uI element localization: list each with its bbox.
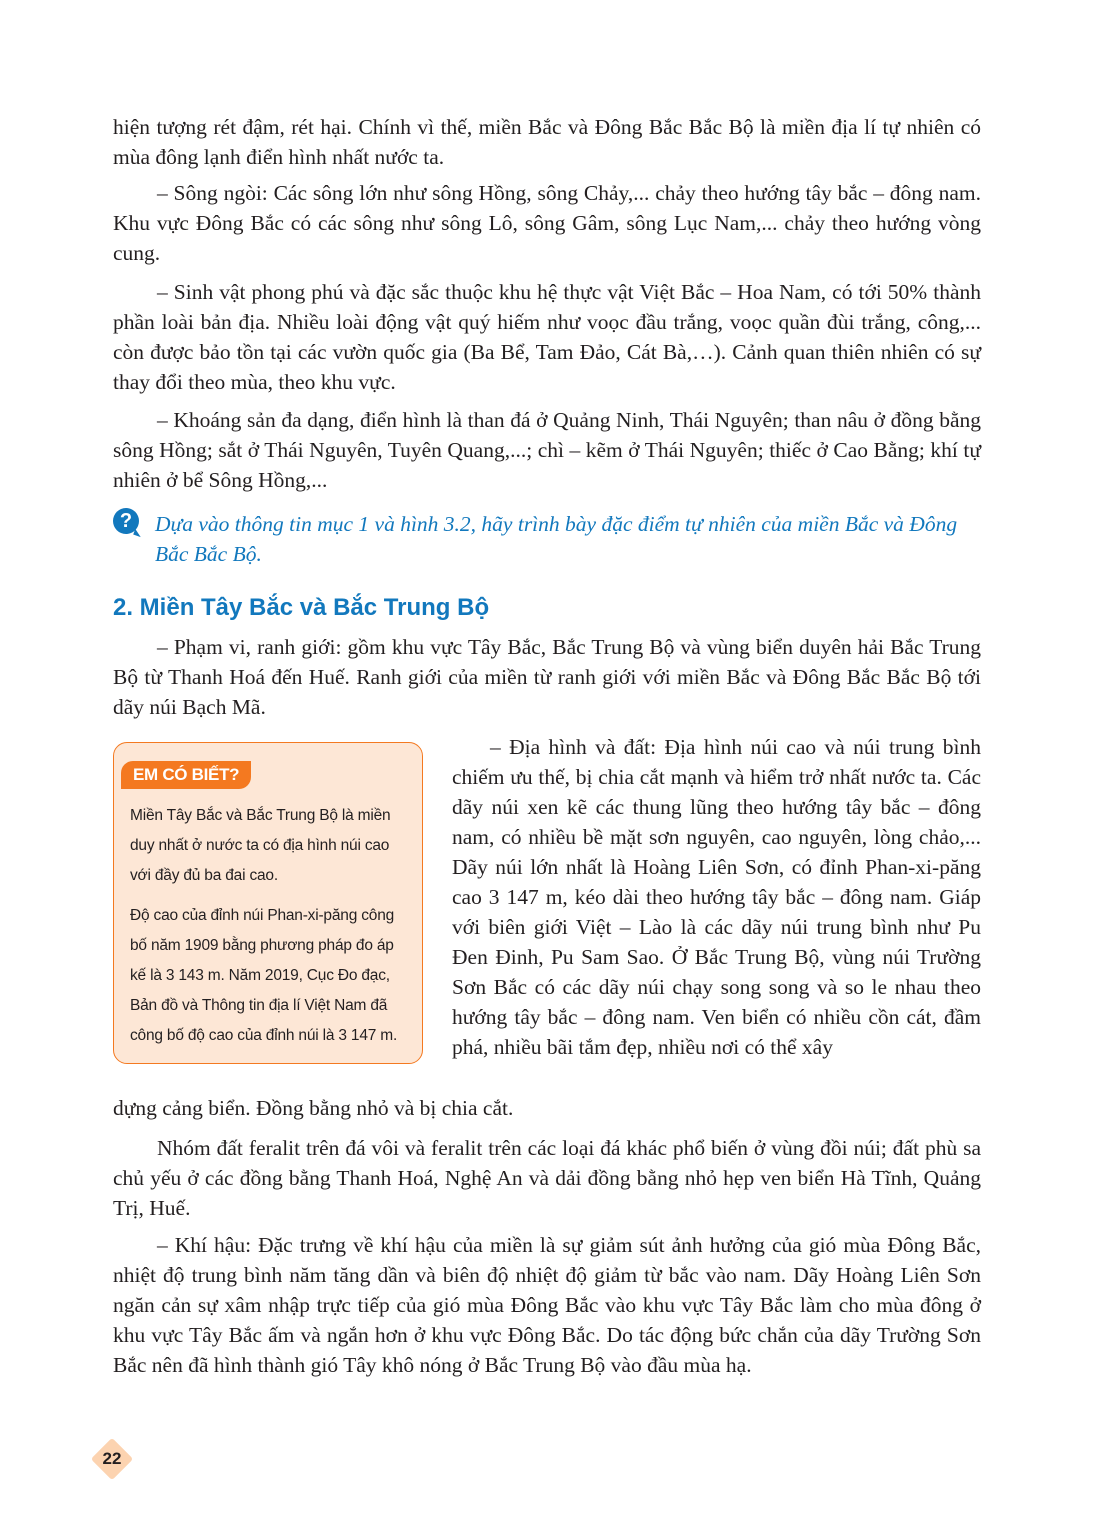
paragraph-soil: Nhóm đất feralit trên đá vôi và feralit trên các loại đá khác phổ biến ở vùng đồi núi; đất phù sa chủ yếu ở các đồng bằng Thanh Hoá, Nghệ An và dải đồng bằng nhỏ hẹp ven biển Hà Tĩnh, Quảng Trị, Huế.: [113, 1136, 981, 1220]
did-you-know-label: EM CÓ BIẾT?: [121, 761, 251, 789]
paragraph-minerals: – Khoáng sản đa dạng, điển hình là than đá ở Quảng Ninh, Thái Nguyên; than nâu ở đồng bằng sông Hồng; sắt ở Thái Nguyên, Tuyên Quang,...; chì – kẽm ở Thái Nguyên; thiếc ở Cao Bằng; khí tự nhiên ở bể Sông Hồng,...: [113, 408, 981, 492]
question-icon: ?: [113, 508, 139, 534]
paragraph-winter: hiện tượng rét đậm, rét hại. Chính vì thế, miền Bắc và Đông Bắc Bắc Bộ là miền địa lí tự nhiên có mùa đông lạnh điển hình nhất nước ta.: [113, 115, 981, 169]
paragraph-rivers: – Sông ngòi: Các sông lớn như sông Hồng, sông Chảy,... chảy theo hướng tây bắc – đông nam. Khu vực Đông Bắc có các sông như sông Lô, sông Gâm, sông Lục Nam,... chảy theo hướng vòng cung.: [113, 181, 981, 265]
paragraph-climate: – Khí hậu: Đặc trưng về khí hậu của miền là sự giảm sút ảnh hưởng của gió mùa Đông Bắc, nhiệt độ trung bình năm tăng dần và biên độ nhiệt độ giảm từ bắc vào nam. Dãy Hoàng Liên Sơn ngăn cản sự xâm nhập trực tiếp của gió mùa Đông Bắc vào khu vực Tây Bắc làm cho mùa đông ở khu vực Tây Bắc ấm và ngắn hơn ở khu vực Đông Bắc. Do tác động bức chắn của dãy Trường Sơn Bắc nên đã hình thành gió Tây khô nóng ở Bắc Trung Bộ vào đầu mùa hạ.: [113, 1233, 981, 1377]
paragraph-biota: – Sinh vật phong phú và đặc sắc thuộc khu hệ thực vật Việt Bắc – Hoa Nam, có tới 50% thành phần loài bản địa. Nhiều loài động vật quý hiếm như voọc đầu trắng, voọc quần đùi trắng, công,... còn được bảo tồn tại các vườn quốc gia (Ba Bể, Tam Đảo, Cát Bà,…). Cảnh quan thiên nhiên có sự thay đổi theo mùa, theo khu vực.: [113, 280, 981, 394]
did-you-know-text-1: Miền Tây Bắc và Bắc Trung Bộ là miền duy nhất ở nước ta có địa hình núi cao với đầy đủ ba đai cao.: [130, 807, 391, 884]
paragraph-scope: – Phạm vi, ranh giới: gồm khu vực Tây Bắc, Bắc Trung Bộ và vùng biển duyên hải Bắc Trung Bộ từ Thanh Hoá đến Huế. Ranh giới của miền từ ranh giới với miền Bắc và Đông Bắc Bắc Bộ tới dãy núi Bạch Mã.: [113, 635, 981, 719]
paragraph-terrain: – Địa hình và đất: Địa hình núi cao và núi trung bình chiếm ưu thế, bị chia cắt mạnh và hiểm trở nhất nước ta. Các dãy núi xen kẽ các thung lũng theo hướng tây bắc – đông nam, có nhiều bề mặt sơn nguyên, cao nguyên, lòng chảo,... Dãy núi lớn nhất là Hoàng Liên Sơn, có đỉnh Phan-xi-păng cao 3 147 m, kéo dài theo hướng tây bắc – đông nam. Giáp với biên giới Việt – Lào là các dãy núi trung bình như Pu Đen Đinh, Pu Sam Sao. Ở Bắc Trung Bộ, vùng núi Trường Sơn Bắc có các dãy núi chạy song song và so le nhau theo hướng tây bắc – đông nam. Ven biển có nhiều cồn cát, đầm phá, nhiều bãi tắm đẹp, nhiều nơi có thể xây: [452, 735, 981, 1059]
section-heading: 2. Miền Tây Bắc và Bắc Trung Bộ: [113, 594, 490, 621]
page-number: 22: [102, 1449, 122, 1468]
did-you-know-box: [113, 742, 423, 1064]
question-text: Dựa vào thông tin mục 1 và hình 3.2, hãy trình bày đặc điểm tự nhiên của miền Bắc và Đông Bắc Bắc Bộ.: [155, 512, 958, 566]
did-you-know-text-2: Độ cao của đỉnh núi Phan-xi-păng công bố năm 1909 bằng phương pháp đo áp kế là 3 143 m. Năm 2019, Cục Đo đạc, Bản đồ và Thông tin địa lí Việt Nam đã công bố độ cao của đỉnh núi là 3 147 m.: [130, 907, 398, 1044]
paragraph-terrain-continued: dựng cảng biển. Đồng bằng nhỏ và bị chia cắt.: [113, 1096, 514, 1120]
